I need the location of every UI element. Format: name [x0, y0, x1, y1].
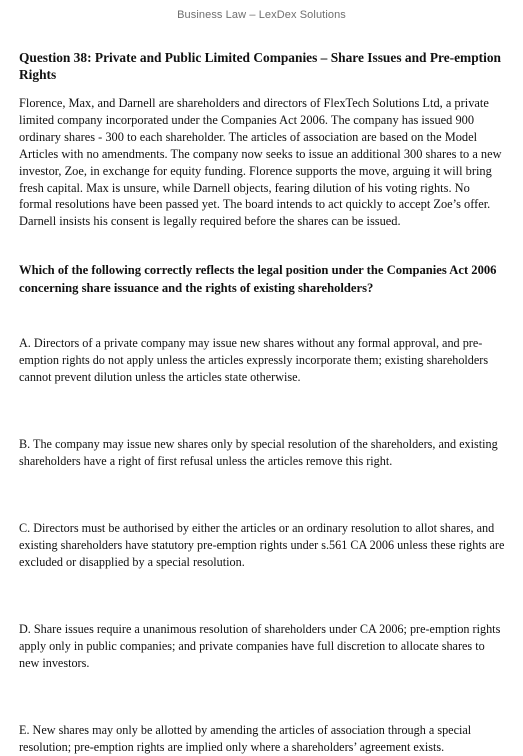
page-header: Business Law – LexDex Solutions: [177, 9, 346, 21]
answer-option-b[interactable]: B. The company may issue new shares only by special resolution of the shareholders, and existing shareholders have a right of first refusal unless the articles remove this right.: [19, 437, 498, 469]
question-title: Question 38: Private and Public Limited Companies – Share Issues and Pre-emption Rights: [19, 50, 501, 82]
question-content: [19, 49, 505, 756]
answer-option-a[interactable]: A. Directors of a private company may issue new shares without any formal approval, and pre-emption rights do not apply unless the articles expressly incorporate them; existing shareholders cannot prevent dilution unless the articles state otherwise.: [19, 336, 489, 385]
answer-options: [19, 335, 505, 756]
answer-option-c[interactable]: C. Directors must be authorised by either the articles or an ordinary resolution to allot shares, and existing shareholders have statutory pre-emption rights under s.561 CA 2006 unless these rights are excluded or disapplied by a special resolution.: [19, 521, 505, 570]
question-scenario: Florence, Max, and Darnell are shareholders and directors of FlexTech Solutions Ltd, a private limited company incorporated under the Companies Act 2006. The company has issued 900 ordinary shares - 300 to each shareholder. The articles of association are based on the Model Articles with no amendments. The company now seeks to issue an additional 300 shares to a new investor, Zoe, in exchange for equity funding. Florence supports the move, arguing it will bring fresh capital. Max is unsure, while Darnell objects, fearing dilution of his voting rights. No formal resolutions have been passed yet. The board intends to act quickly to accept Zoe’s offer. Darnell insists his consent is legally required before the shares can be issued.: [19, 96, 502, 229]
answer-option-e[interactable]: E. New shares may only be allotted by amending the articles of association through a special resolution; pre-emption rights are implied only where a shareholders’ agreement exists.: [19, 723, 472, 755]
question-prompt: Which of the following correctly reflects the legal position under the Companies Act 2006 concerning share issuance and the rights of existing shareholders?: [19, 263, 497, 295]
answer-option-d[interactable]: D. Share issues require a unanimous resolution of shareholders under CA 2006; pre-emption rights apply only in public companies; and private companies have full discretion to allocate shares to new investors.: [19, 622, 501, 671]
